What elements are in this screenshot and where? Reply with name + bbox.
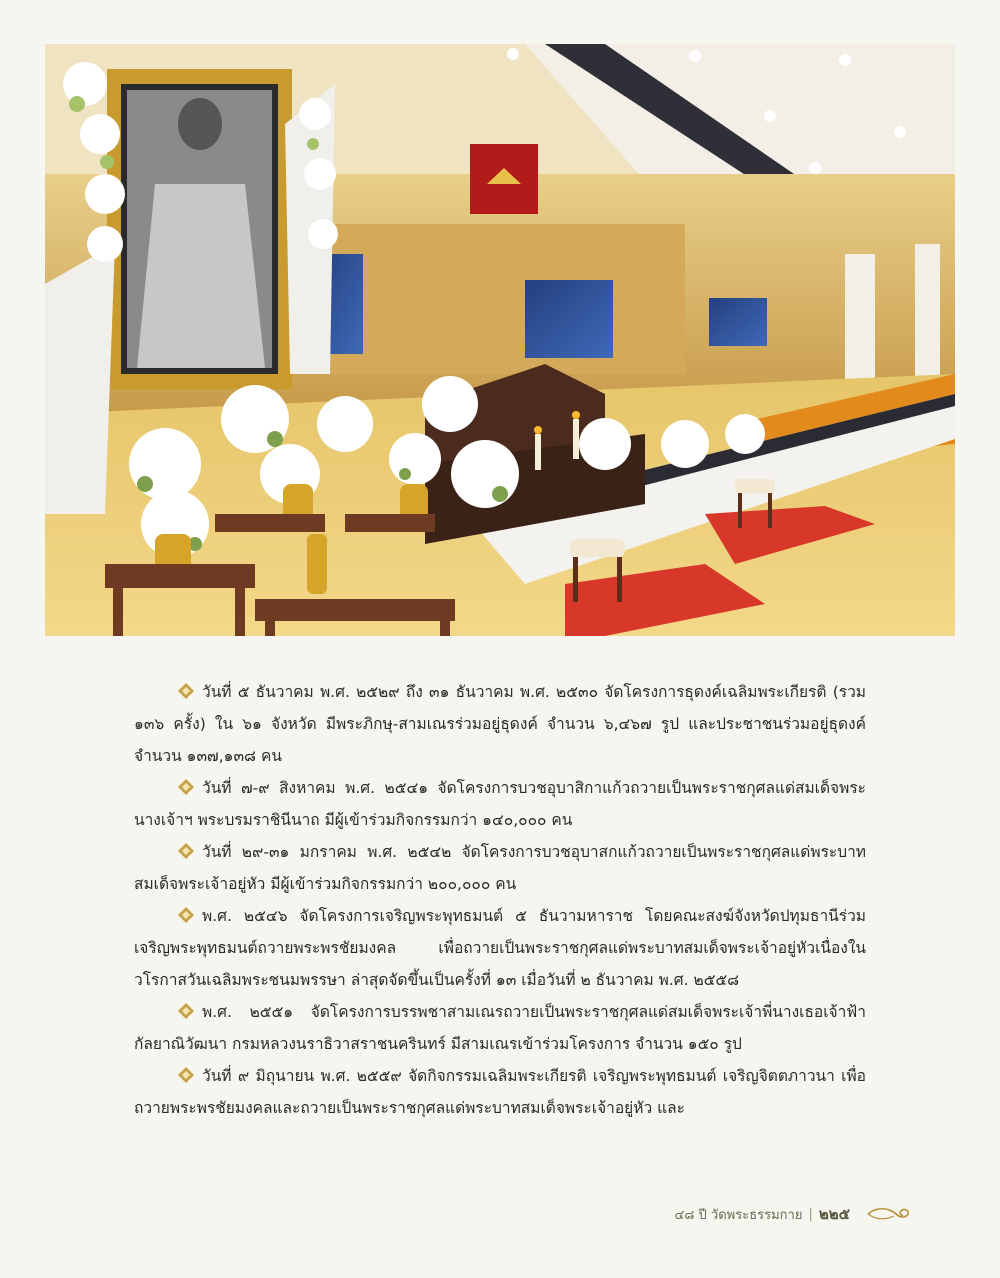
paragraph (134, 676, 866, 772)
diamond-bullet-icon (178, 843, 194, 859)
diamond-bullet-icon (178, 683, 194, 699)
page-footer (675, 1202, 910, 1226)
diamond-bullet-icon (178, 779, 194, 795)
paragraph (134, 836, 866, 900)
page-number: ๒๒๕ (818, 1205, 850, 1223)
diamond-bullet-icon (178, 1003, 194, 1019)
paragraph-text: วันที่ ๙ มิถุนายน พ.ศ. ๒๕๕๙ จัดกิจกรรมเฉลิมพระเกียรติ เจริญพระพุทธมนต์ เจริญจิตตภาวนา เพื่อถวายพระพรชัยมงคลและถวายเป็นพระราชกุศลแด่พระบาทสมเด็จพระเจ้าอยู่หัว และ (134, 1067, 866, 1117)
paragraph (134, 996, 866, 1060)
swirl-ornament-icon (866, 1205, 910, 1223)
ceremony-photo (45, 44, 955, 636)
diamond-bullet-icon (178, 1067, 194, 1083)
paragraph (134, 900, 866, 996)
paragraph (134, 1060, 866, 1124)
paragraph-text: วันที่ ๗-๙ สิงหาคม พ.ศ. ๒๕๔๑ จัดโครงการบวชอุบาสิกาแก้วถวายเป็นพระราชกุศลแด่สมเด็จพระนางเจ้าฯ พระบรมราชินีนาถ มีผู้เข้าร่วมกิจกรรมกว่า ๑๔๐,๐๐๐ คน (134, 779, 866, 829)
paragraph-text: พ.ศ. ๒๕๔๖ จัดโครงการเจริญพระพุทธมนต์ ๕ ธันวามหาราช โดยคณะสงฆ์จังหวัดปทุมธานีร่วมเจริญพระพุทธมนต์ถวายพระพรชัยมงคล เพื่อถวายเป็นพระราชกุศลแด่พระบาทสมเด็จพระเจ้าอยู่หัวเนื่องในวโรกาสวันเฉลิมพระชนมพรรษา ล่าสุดจัดขึ้นเป็นครั้งที่ ๑๓ เมื่อวันที่ ๒ ธันวาคม พ.ศ. ๒๕๕๘ (134, 907, 866, 989)
article-body (134, 676, 866, 1124)
paragraph (134, 772, 866, 836)
paragraph-text: วันที่ ๒๙-๓๑ มกราคม พ.ศ. ๒๕๔๒ จัดโครงการบวชอุบาสกแก้วถวายเป็นพระราชกุศลแด่พระบาทสมเด็จพระเจ้าอยู่หัว มีผู้เข้าร่วมกิจกรรมกว่า ๒๐๐,๐๐๐ คน (134, 843, 866, 893)
book-title: ๔๘ ปี วัดพระธรรมกาย (674, 1207, 803, 1223)
paragraph-text: วันที่ ๕ ธันวาคม พ.ศ. ๒๕๒๙ ถึง ๓๑ ธันวาคม พ.ศ. ๒๕๓๐ จัดโครงการธุดงค์เฉลิมพระเกียรติ (รวม ๑๓๖ ครั้ง) ใน ๖๑ จังหวัด มีพระภิกษุ-สามเณรร่วมอยู่ธุดงค์ จำนวน ๖,๔๖๗ รูป และประชาชนร่วมอยู่ธุดงค์ จำนวน ๑๓๗,๑๓๘ คน (134, 683, 866, 765)
diamond-bullet-icon (178, 907, 194, 923)
paragraph-text: พ.ศ. ๒๕๕๑ จัดโครงการบรรพชาสามเณรถวายเป็นพระราชกุศลแด่สมเด็จพระเจ้าพี่นางเธอเจ้าฟ้ากัลยาณิวัฒนา กรมหลวงนราธิวาสราชนครินทร์ มีสามเณรเข้าร่วมโครงการ จำนวน ๑๕๐ รูป (134, 1003, 866, 1053)
footer-separator: | (808, 1206, 813, 1222)
